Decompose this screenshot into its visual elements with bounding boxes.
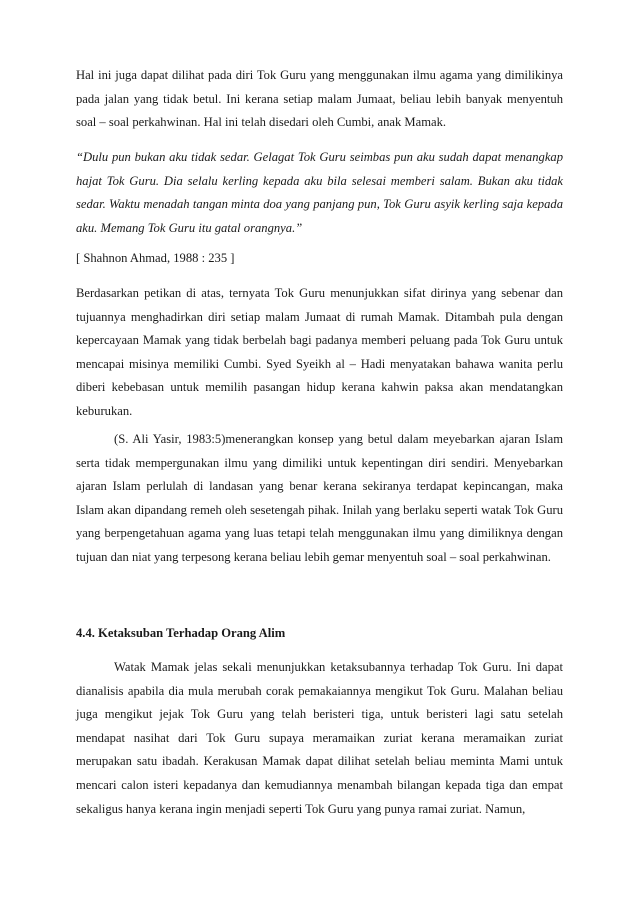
paragraph-intro: Hal ini juga dapat dilihat pada diri Tok Guru yang menggunakan ilmu agama yang dimilikinya pada jalan yang tidak betul. Ini kerana setiap malam Jumaat, beliau lebih banyak menyentuh soal – soal perkahwinan. Hal ini telah disedari oleh Cumbi, anak Mamak. xyxy=(76,68,563,130)
block-quote: “Dulu pun bukan aku tidak sedar. Gelagat Tok Guru seimbas pun aku sudah dapat menangkap hajat Tok Guru. Dia selalu kerling kepada aku bila selesai memberi salam. Bukan aku tidak sedar. Waktu menadah tangan minta doa yang panjang pun, Tok Guru asyik kerling saja kepada aku. Memang Tok Guru itu gatal orangnya.” xyxy=(76,150,563,235)
paragraph-reference: (S. Ali Yasir, 1983:5)menerangkan konsep yang betul dalam meyebarkan ajaran Islam serta tidak mempergunakan ilmu yang dimiliki untuk kepentingan diri sendiri. Menyebarkan ajaran Islam perlulah di landasan yang benar kerana sekiranya terdapat kepincangan, maka Islam akan dipandang remeh oleh sesetengah pihak. Inilah yang berlaku seperti watak Tok Guru yang berpengetahuan agama yang luas tetapi telah menggunakan ilmu yang dimiliknya dengan tujuan dan niat yang terpesong kerana beliau lebih gemar menyentuh soal – soal perkahwinan. xyxy=(76,432,563,564)
section-heading: 4.4. Ketaksuban Terhadap Orang Alim xyxy=(76,626,286,640)
quote-citation: [ Shahnon Ahmad, 1988 : 235 ] xyxy=(76,251,235,265)
paragraph-analysis: Berdasarkan petikan di atas, ternyata Tok Guru menunjukkan sifat dirinya yang sebenar dan tujuannya menghadirkan diri setiap malam Jumaat di rumah Mamak. Ditambah pula dengan kepercayaan Mamak yang tidak berbelah bagi padanya memberi peluang pada Tok Guru untuk mencapai misinya memiliki Cumbi. Syed Syeikh al – Hadi menyatakan bahawa wanita perlu diberi kebebasan untuk memilih pasangan hidup kerana kahwin paksa akan mendatangkan keburukan. xyxy=(76,286,563,418)
paragraph-section-body: Watak Mamak jelas sekali menunjukkan ketaksubannya terhadap Tok Guru. Ini dapat dianalisis apabila dia mula merubah corak pemakaiannya mengikut Tok Guru. Malahan beliau juga mengikut jejak Tok Guru yang telah beristeri tiga, untuk beristeri lagi satu setelah mendapat nasihat dari Tok Guru supaya meramaikan zuriat kerana meramaikan zuriat merupakan satu ibadah. Kerakusan Mamak dapat dilihat setelah beliau meminta Mami untuk mencari calon isteri kepadanya dan kemudiannya menambah bilangan kepada tiga dan empat sekaligus hanya kerana ingin menjadi seperti Tok Guru yang punya ramai zuriat. Namun, xyxy=(76,660,563,816)
